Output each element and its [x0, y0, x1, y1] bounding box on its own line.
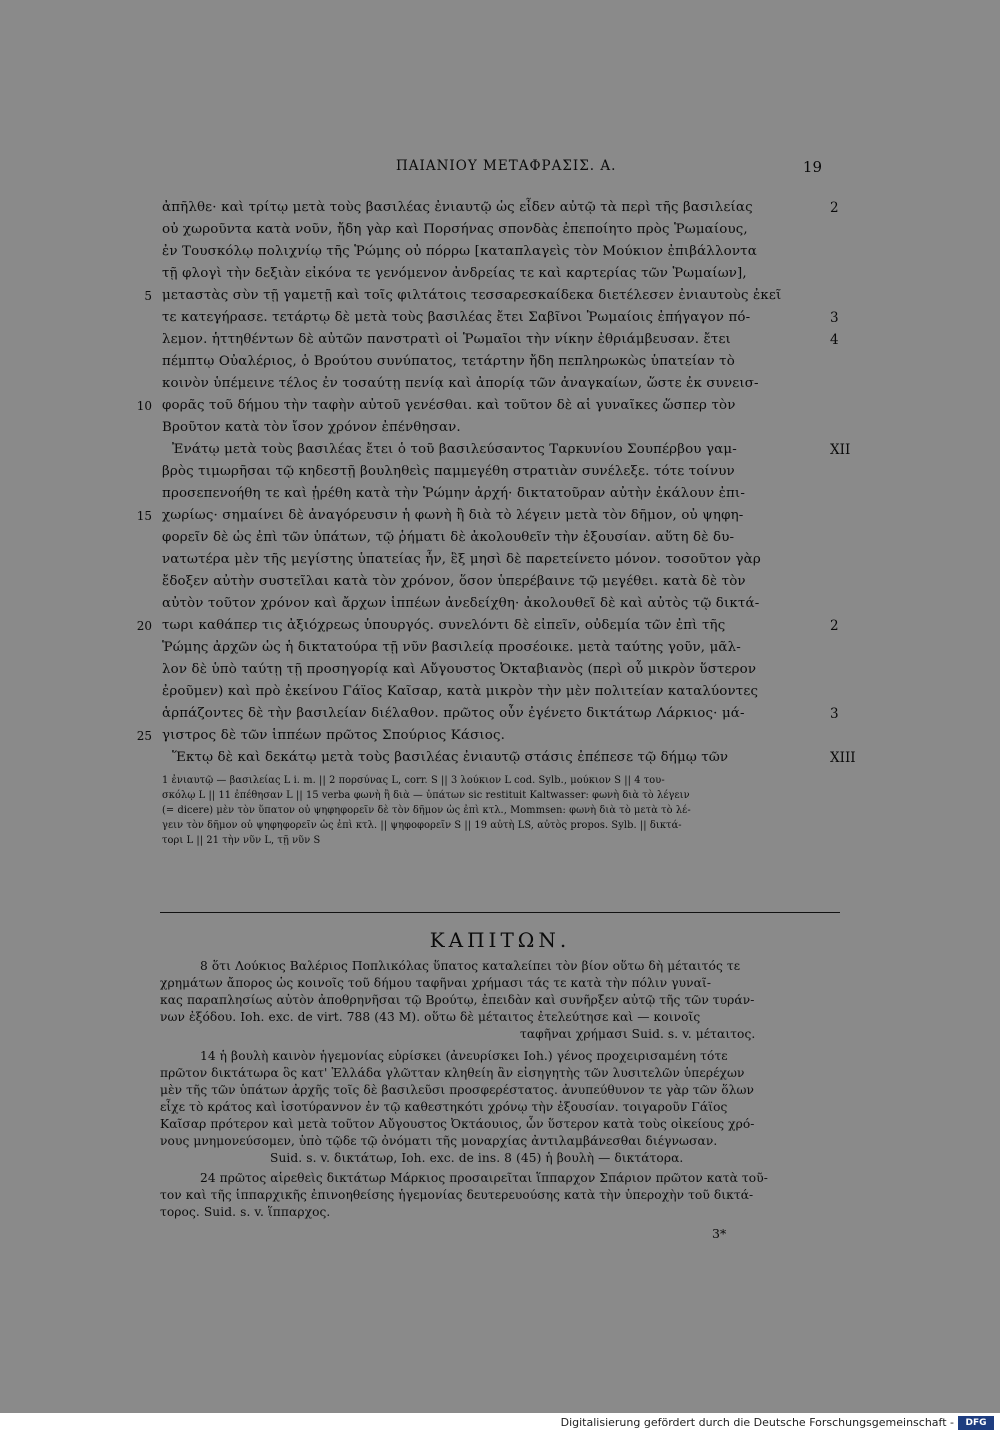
text-line: τε κατεγήρασε. τετάρτῳ δὲ μετὰ τοὺς βασιλέας ἔτει Σαβῖνοι Ῥωμαίοις ἐπήγαγον πό-: [162, 310, 751, 325]
text-line: ἀπῆλθε· καὶ τρίτῳ μετὰ τοὺς βασιλέας ἐνιαυτῷ ὡς εἶδεν αὐτῷ τὰ περὶ τῆς βασιλείας: [162, 200, 753, 215]
text-line: λον δὲ ὑπὸ ταύτῃ τῇ προσηγορίᾳ καὶ Αὔγουστος Ὀκταβιανὸς (περὶ οὗ μικρὸν ὕστερον: [162, 662, 757, 677]
capiton-line: ταφῆναι χρήμασι Suid. s. v. μέταιτος.: [520, 1027, 756, 1041]
page-number: 19: [802, 158, 822, 176]
capiton-line: μὲν τῆς τῶν ὑπάτων ἀρχῆς τοῖς δὲ βασιλεῦσι προσφερέστατος. ἀνυπεύθυνον τε γὰρ τῶν ὅλων: [160, 1083, 755, 1097]
capiton-line: Suid. s. v. δικτάτωρ, Ioh. exc. de ins. 8 (45) ἡ βουλὴ — δικτάτορα.: [270, 1151, 684, 1165]
margin-number: XII: [830, 442, 851, 458]
section-heading: ΚΑΠΙΤΩΝ.: [429, 928, 571, 952]
margin-number: 3: [830, 706, 839, 722]
margin-number: XIII: [830, 750, 856, 766]
section-divider: [160, 912, 840, 913]
text-line: ἁρπάζοντες δὲ τὴν βασιλείαν διέλαθον. πρῶτος οὖν ἐγένετο δικτάτωρ Λάρκιος· μά-: [162, 706, 745, 721]
line-number: 10: [136, 399, 152, 413]
text-line: Ῥώμης ἀρχῶν ὡς ἡ δικτατούρα τῇ νῦν βασιλείᾳ προσέοικε. μετὰ ταύτης γοῦν, μᾶλ-: [162, 640, 741, 655]
text-line: Ἐνάτῳ μετὰ τοὺς βασιλέας ἔτει ὁ τοῦ βασιλεύσαντος Ταρκυνίου Σουπέρβου γαμ-: [172, 442, 737, 457]
margin-number: 4: [830, 332, 839, 348]
text-line: φορᾶς τοῦ δήμου τὴν ταφὴν αὐτοῦ γενέσθαι. καὶ τοῦτον δὲ αἱ γυναῖκες ὥσπερ τὸν: [162, 398, 736, 413]
running-title: ΠΑΙΑΝΙΟΥ ΜΕΤΑΦΡΑΣΙΣ. Α.: [396, 158, 617, 174]
text-line: προσεπενοήθη τε καὶ ᾑρέθη κατὰ τὴν Ῥώμην ἀρχή· δικτατοῦραν αὐτὴν ἐκάλουν ἐπι-: [162, 486, 745, 501]
capiton-line: 14 ἡ βουλὴ καινὸν ἡγεμονίας εὑρίσκει (ἀνευρίσκει Ioh.) γένος προχειρισαμένη τότε: [200, 1049, 728, 1063]
text-line: αὐτὸν τοῦτον χρόνον καὶ ἄρχων ἱππέων ἀνεδείχθη· ἀκολουθεῖ δὲ καὶ αὐτὸς τῷ δικτά-: [162, 596, 760, 611]
capiton-line: κας παραπλησίως αὐτὸν ἀποθρηνῆσαι τῷ Βρούτῳ, ἐπειδὰν καὶ συνῆρξεν αὐτῷ τῆς τῶν τυράν-: [160, 993, 755, 1007]
text-line: φορεῖν δὲ ὡς ἐπὶ τῶν ὑπάτων, τῷ ῥήματι δὲ ἀκολουθεῖν τὴν ἐξουσίαν. αὕτη δὲ δυ-: [162, 530, 735, 545]
capiton-line: πρῶτον δικτάτωρα ὃς κατ' Ἑλλάδα γλῶτταν κληθείη ἂν εἰσηγητὴς τῶν λυσιτελῶν ὑπερέχων: [160, 1066, 745, 1080]
text-line: κοινὸν ὑπέμεινε τέλος ἐν τοσαύτῃ πενίᾳ καὶ ἀπορίᾳ τῶν ἀναγκαίων, ὥστε ἐκ συνεισ-: [162, 376, 759, 391]
text-line: γιστρος δὲ τῶν ἱππέων πρῶτος Σπούριος Κάσιος.: [162, 728, 506, 743]
line-number: 5: [144, 289, 152, 303]
text-line: ἔδοξεν αὐτὴν συστεῖλαι κατὰ τὸν χρόνον, ὅσον ὑπερέβαινε τῷ μεγέθει. κατὰ δὲ τὸν: [162, 574, 746, 589]
funding-credit: Digitalisierung gefördert durch die Deutsche Forschungsgemeinschaft -: [560, 1416, 954, 1429]
text-line: βρὸς τιμωρῆσαι τῷ κηδεστῇ βουληθεὶς παμμεγέθη στρατιὰν συνέλεξε. τότε τοίνυν: [162, 464, 735, 479]
apparatus-line: τορι L || 21 τὴν νῦν L, τῇ νῦν S: [162, 835, 321, 846]
running-header: [160, 158, 840, 180]
capiton-line: τορος. Suid. s. v. ἵππαρχος.: [160, 1205, 331, 1219]
margin-number: 2: [830, 618, 839, 634]
text-line: νατωτέρα μὲν τῆς μεγίστης ὑπατείας ἦν, ἓξ μησὶ δὲ παρετείνετο μόνον. τοσοῦτον γὰρ: [162, 552, 761, 567]
margin-number: 3: [830, 310, 839, 326]
apparatus-line: (= dicere) μὲν τὸν ὕπατον οὐ ψηφηφορεῖν δὲ τὸν δῆμον ὡς ἐπὶ κτλ., Mommsen: φωνὴ διὰ τὸ μετὰ τὸ λέ-: [162, 805, 691, 816]
capiton-line: χρημάτων ἄπορος ὡς κοινοῖς τοῦ δήμου ταφῆναι χρήμασι τάς τε κατὰ τὴν πόλιν γυναῖ-: [160, 976, 712, 990]
capiton-line: εἶχε τὸ κράτος καὶ ἰσοτύραννον ἐν τῷ καθεστηκότι χρόνῳ τὴν ἐξουσίαν. τοιγαροῦν Γάϊος: [160, 1100, 728, 1114]
text-line: χωρίως· σημαίνει δὲ ἀναγόρευσιν ἡ φωνὴ ἢ διὰ τὸ λέγειν μετὰ τὸν δῆμον, οὐ ψηφη-: [162, 508, 744, 523]
text-line: λεμον. ἡττηθέντων δὲ αὐτῶν πανστρατὶ οἱ Ῥωμαῖοι τὴν νίκην ἐθριάμβευσαν. ἔτει: [162, 332, 731, 347]
margin-number: 2: [830, 200, 839, 216]
capiton-line: νων ἐξόδου. Ioh. exc. de virt. 788 (43 M). οὕτω δὲ μέταιτος ἐτελεύτησε καὶ — κοινοῖς: [160, 1010, 701, 1024]
text-line: Ἕκτῳ δὲ καὶ δεκάτῳ μετὰ τοὺς βασιλέας ἐνιαυτῷ στάσις ἐπέπεσε τῷ δήμῳ τῶν: [172, 750, 729, 765]
apparatus-line: σκόλῳ L || 11 ἐπέθησαν L || 15 verba φωνὴ ἢ διὰ — ὑπάτων sic restituit Kaltwasser: φωνὴ διὰ τὸ λέγειν: [162, 790, 690, 801]
apparatus-line: γειν τὸν δῆμον οὐ ψηφηφορεῖν ὡς ἐπὶ κτλ. || ψηφοφορεῖν S || 19 αὐτὴ LS, αὐτὸς propos. Sylb. || δικτά-: [162, 820, 682, 831]
text-line: τωρι καθάπερ τις ἀξιόχρεως ὑπουργός. συνελόντι δὲ εἰπεῖν, οὐδεμία τῶν ἐπὶ τῆς: [162, 618, 726, 633]
capiton-line: τον καὶ τῆς ἱππαρχικῆς ἐπινοηθείσης ἡγεμονίας δευτερευούσης κατὰ τὴν ὑπεροχὴν τοῦ δικτά-: [160, 1188, 754, 1202]
capiton-line: Καῖσαρ πρότερον καὶ μετὰ τοῦτον Αὔγουστος Ὀκτάουιος, ὧν ὕστερον κατὰ τοὺς οἰκείους χρό-: [160, 1117, 755, 1131]
text-line: ἐροῦμεν) καὶ πρὸ ἐκείνου Γάϊος Καῖσαρ, κατὰ μικρὸν τὴν μὲν πολιτείαν καταλύοντες: [162, 684, 759, 699]
capiton-line: 24 πρῶτος αἱρεθεὶς δικτάτωρ Μάρκιος προσαιρεῖται ἵππαρχον Σπάριον πρῶτον κατὰ τοῦ-: [200, 1171, 768, 1185]
apparatus-line: 1 ἐνιαυτῷ — βασιλείας L i. m. || 2 πορσύνας L, corr. S || 3 λούκιον L cod. Sylb., μούκιον S || 4 του-: [162, 775, 665, 786]
text-line: μεταστὰς σὺν τῇ γαμετῇ καὶ τοῖς φιλτάτοις τεσσαρεσκαίδεκα διετέλεσεν ἐνιαυτοὺς ἐκεῖ: [162, 288, 782, 303]
signature-mark: 3*: [712, 1226, 727, 1241]
line-number: 15: [136, 509, 152, 523]
text-line: ἐν Τουσκόλῳ πολιχνίῳ τῆς Ῥώμης οὐ πόρρω [καταπλαγεὶς τὸν Μούκιον ἐπιβάλλοντα: [162, 244, 757, 259]
text-line: τῇ φλογὶ τὴν δεξιὰν εἰκόνα τε γενόμενον ἀνδρείας τε καὶ καρτερίας τῶν Ῥωμαίων],: [162, 266, 747, 281]
text-line: Βροῦτον κατὰ τὸν ἴσον χρόνον ἐπένθησαν.: [162, 420, 461, 435]
dfg-logo: DFG: [958, 1416, 994, 1430]
digitization-footer: [0, 1413, 1000, 1434]
text-line: πέμπτῳ Οὐαλέριος, ὁ Βρούτου συνύπατος, τετάρτην ἤδη πεπληρωκὼς ὑπατείαν τὸ: [162, 354, 735, 369]
capiton-line: νους μνημονεύσομεν, ὑπὸ τῷδε τῷ ὀνόματι τῆς μοναρχίας ἀντιλαμβάνεσθαι διέγνωσαν.: [160, 1134, 718, 1148]
line-number: 20: [136, 619, 152, 633]
line-number: 25: [136, 729, 152, 743]
text-line: οὐ χωροῦντα κατὰ νοῦν, ἤδη γὰρ καὶ Πορσήνας σπονδὰς ἐπεποίητο πρὸς Ῥωμαίους,: [162, 222, 748, 237]
capiton-line: 8 ὅτι Λούκιος Βαλέριος Ποπλικόλας ὕπατος καταλείπει τὸν βίον οὕτω δὴ μέταιτός τε: [200, 959, 741, 973]
